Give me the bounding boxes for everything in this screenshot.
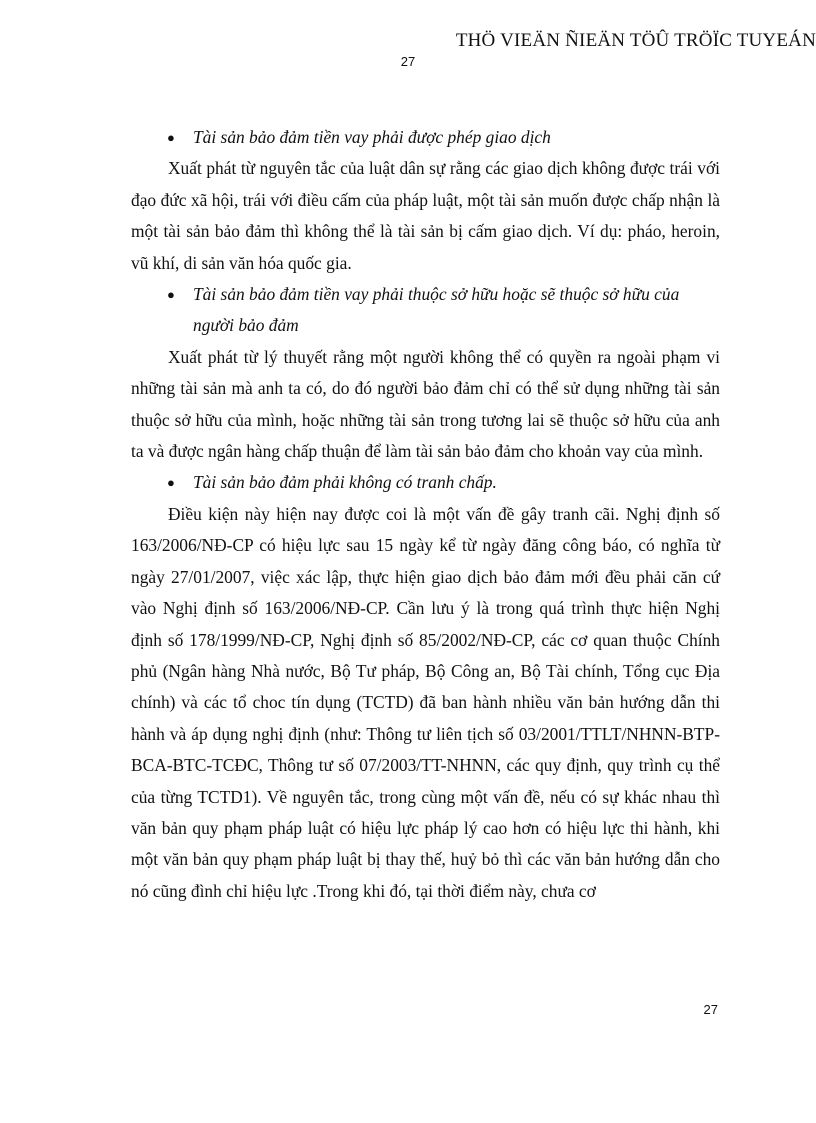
paragraph: Xuất phát từ nguyên tắc của luật dân sự rằng các giao dịch không được trái với đạo đức xã hội, trái với điều cấm của pháp luật, một tài sản muốn được chấp nhận là một tài sản bảo đảm thì không thể là tài sản bị cấm giao dịch. Ví dụ: pháo, heroin, vũ khí, di sản văn hóa quốc gia. xyxy=(131,158,720,273)
bullet-heading xyxy=(131,279,720,342)
page-number-bottom: 27 xyxy=(703,1002,718,1017)
paragraph: Điều kiện này hiện nay được coi là một vấn đề gây tranh cãi. Nghị định số 163/2006/NĐ-CP có hiệu lực sau 15 ngày kể từ ngày đăng công báo, có nghĩa từ ngày 27/01/2007, việc xác lập, thực hiện giao dịch bảo đảm mới đều phải căn cứ vào Nghị định số 163/2006/NĐ-CP. Cần lưu ý là trong quá trình thực hiện Nghị định số 178/1999/NĐ-CP, Nghị định số 85/2002/NĐ-CP, các cơ quan thuộc Chính phủ (Ngân hàng Nhà nước, Bộ Tư pháp, Bộ Công an, Bộ Tài chính, Tổng cục Địa chính) và các tổ choc tín dụng (TCTD) đã ban hành nhiều văn bản hướng dẫn thi hành và áp dụng nghị định (như: Thông tư liên tịch số 03/2001/TTLT/NHNN-BTP-BCA-BTC-TCĐC, Thông tư số 07/2003/TT-NHNN, các quy định, quy trình cụ thể của từng TCTD1). Về nguyên tắc, trong cùng một vấn đề, nếu có sự khác nhau thì văn bản quy phạm pháp luật có hiệu lực pháp lý cao hơn có hiệu lực thi hành, khi một văn bản quy phạm pháp luật bị thay thế, huỷ bỏ thì các văn bản hướng dẫn cho nó cũng đình chỉ hiệu lực .Trong khi đó, tại thời điểm này, chưa cơ xyxy=(131,503,720,901)
bullet-heading xyxy=(131,467,720,498)
bullet-heading-text: Tài sản bảo đảm tiền vay phải thuộc sở hữu hoặc sẽ thuộc sở hữu của người bảo đảm xyxy=(193,284,680,336)
bullet-icon: ● xyxy=(167,130,175,145)
document-body xyxy=(131,122,720,907)
library-watermark-header: THÖ VIEÄN ÑIEÄN TÖÛ TRÖÏC TUYEÁN xyxy=(455,30,816,51)
bullet-icon: ● xyxy=(167,475,175,491)
page-number-top: 27 xyxy=(400,54,416,69)
paragraph: Xuất phát từ lý thuyết rằng một người không thể có quyền ra ngoài phạm vi những tài sản mà anh ta có, do đó người bảo đảm chỉ có thể sử dụng những tài sản thuộc sở hữu của mình, hoặc những tài sản trong tương lai sẽ thuộc sở hữu của anh ta và được ngân hàng chấp thuận để làm tài sản bảo đảm cho khoản vay của mình. xyxy=(131,346,720,462)
bullet-heading-text: Tài sản bảo đảm tiền vay phải được phép giao dịch xyxy=(193,127,551,147)
bullet-heading-text: Tài sản bảo đảm phải không có tranh chấp. xyxy=(193,472,497,493)
bullet-icon: ● xyxy=(167,287,175,303)
bullet-heading xyxy=(131,122,720,153)
